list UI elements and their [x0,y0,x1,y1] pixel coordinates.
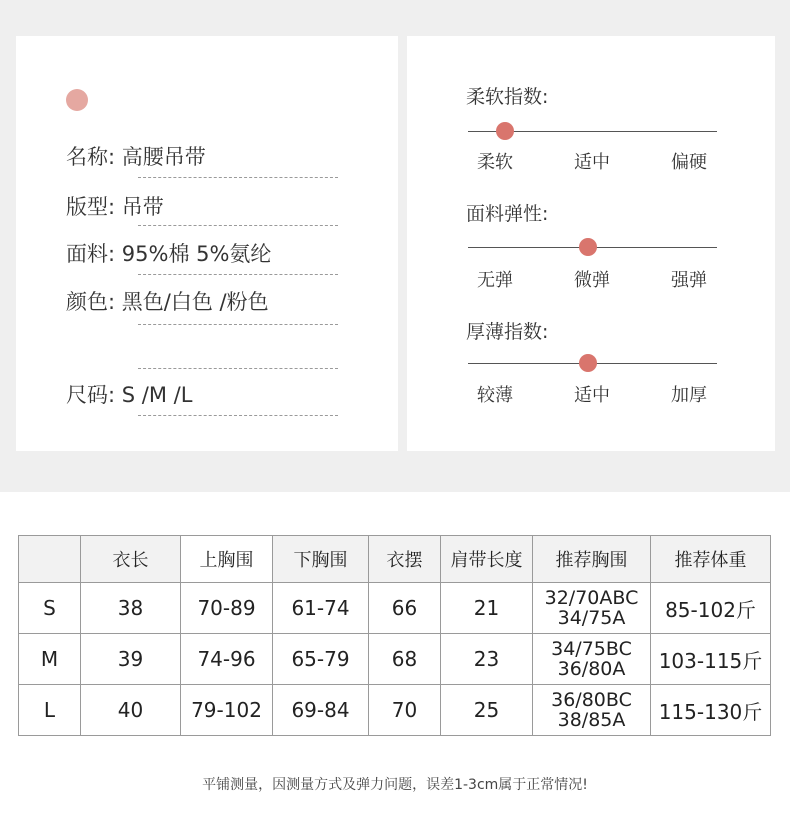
recommended-bust-cell [533,685,651,736]
divider [138,274,338,275]
table-cell: 69-84 [273,685,369,736]
table-header-row [19,536,771,583]
table-row [19,583,771,634]
divider [138,324,338,325]
elasticity-label-mid: 微弹 [574,270,610,291]
divider [138,368,338,369]
softness-label-low: 柔软 [477,152,513,173]
table-cell: 65-79 [273,634,369,685]
size-value: S /M /L [121,383,193,407]
info-fit-row [66,194,164,220]
thickness-label-low: 较薄 [477,385,513,406]
fit-label: 版型: [66,195,116,219]
table-cell: 38 [81,583,181,634]
fabric-label: 面料: [66,242,116,266]
color-value: 黑色/白色 /粉色 [121,290,269,314]
divider [138,177,338,178]
table-cell: 61-74 [273,583,369,634]
table-cell: 79-102 [181,685,273,736]
elasticity-title: 面料弹性: [466,203,549,225]
measurement-note: 平铺测量，因测量方式及弹力问题，误差1-3cm属于正常情况! [202,777,588,793]
info-fabric-row [66,241,271,267]
info-name-row [66,144,206,170]
fabric-value: 95%棉 5%氨纶 [121,242,272,266]
fabric-index-card [407,36,775,451]
table-header-cell: 衣长 [81,536,181,583]
bust-line-2: 36/80A [557,658,626,680]
table-cell: 66 [369,583,441,634]
table-cell: 70 [369,685,441,736]
name-value: 高腰吊带 [121,145,206,169]
table-row [19,685,771,736]
table-row [19,634,771,685]
thickness-label-mid: 适中 [574,385,610,406]
size-cell: S [19,583,81,634]
name-label: 名称: [66,145,116,169]
softness-label-high: 偏硬 [671,152,707,173]
bust-line-2: 34/75A [557,607,626,629]
recommended-bust-cell [533,634,651,685]
recommended-bust-cell [533,583,651,634]
table-header-cell: 肩带长度 [441,536,533,583]
elasticity-label-low: 无弹 [477,270,513,291]
bust-line-1: 34/75BC [551,638,632,660]
bust-line-2: 38/85A [557,709,626,731]
size-chart-table [18,535,771,736]
fit-value: 吊带 [121,195,164,219]
bust-line-1: 36/80BC [551,689,632,711]
info-color-row [66,289,269,315]
size-label: 尺码: [66,383,116,407]
thickness-title: 厚薄指数: [466,321,549,343]
table-cell: 39 [81,634,181,685]
thickness-label-high: 加厚 [671,385,707,406]
table-cell: 115-130斤 [651,685,771,736]
table-cell: 70-89 [181,583,273,634]
product-info-card [16,36,398,451]
divider [138,225,338,226]
table-header-cell: 上胸围 [181,536,273,583]
table-header-cell [19,536,81,583]
softness-label-mid: 适中 [574,152,610,173]
size-cell: M [19,634,81,685]
softness-indicator [496,122,514,140]
color-label: 颜色: [66,290,116,314]
table-cell: 74-96 [181,634,273,685]
table-cell: 40 [81,685,181,736]
table-cell: 85-102斤 [651,583,771,634]
elasticity-indicator [579,238,597,256]
table-cell: 68 [369,634,441,685]
thickness-indicator [579,354,597,372]
decorative-dot-icon [66,89,88,111]
bust-line-1: 32/70ABC [544,587,639,609]
info-size-row [66,382,192,408]
table-header-cell: 下胸围 [273,536,369,583]
table-header-cell: 推荐胸围 [533,536,651,583]
table-cell: 25 [441,685,533,736]
table-cell: 103-115斤 [651,634,771,685]
table-header-cell: 衣摆 [369,536,441,583]
size-cell: L [19,685,81,736]
softness-title: 柔软指数: [466,86,549,108]
table-cell: 23 [441,634,533,685]
divider [138,415,338,416]
table-header-cell: 推荐体重 [651,536,771,583]
elasticity-label-high: 强弹 [671,270,707,291]
table-cell: 21 [441,583,533,634]
